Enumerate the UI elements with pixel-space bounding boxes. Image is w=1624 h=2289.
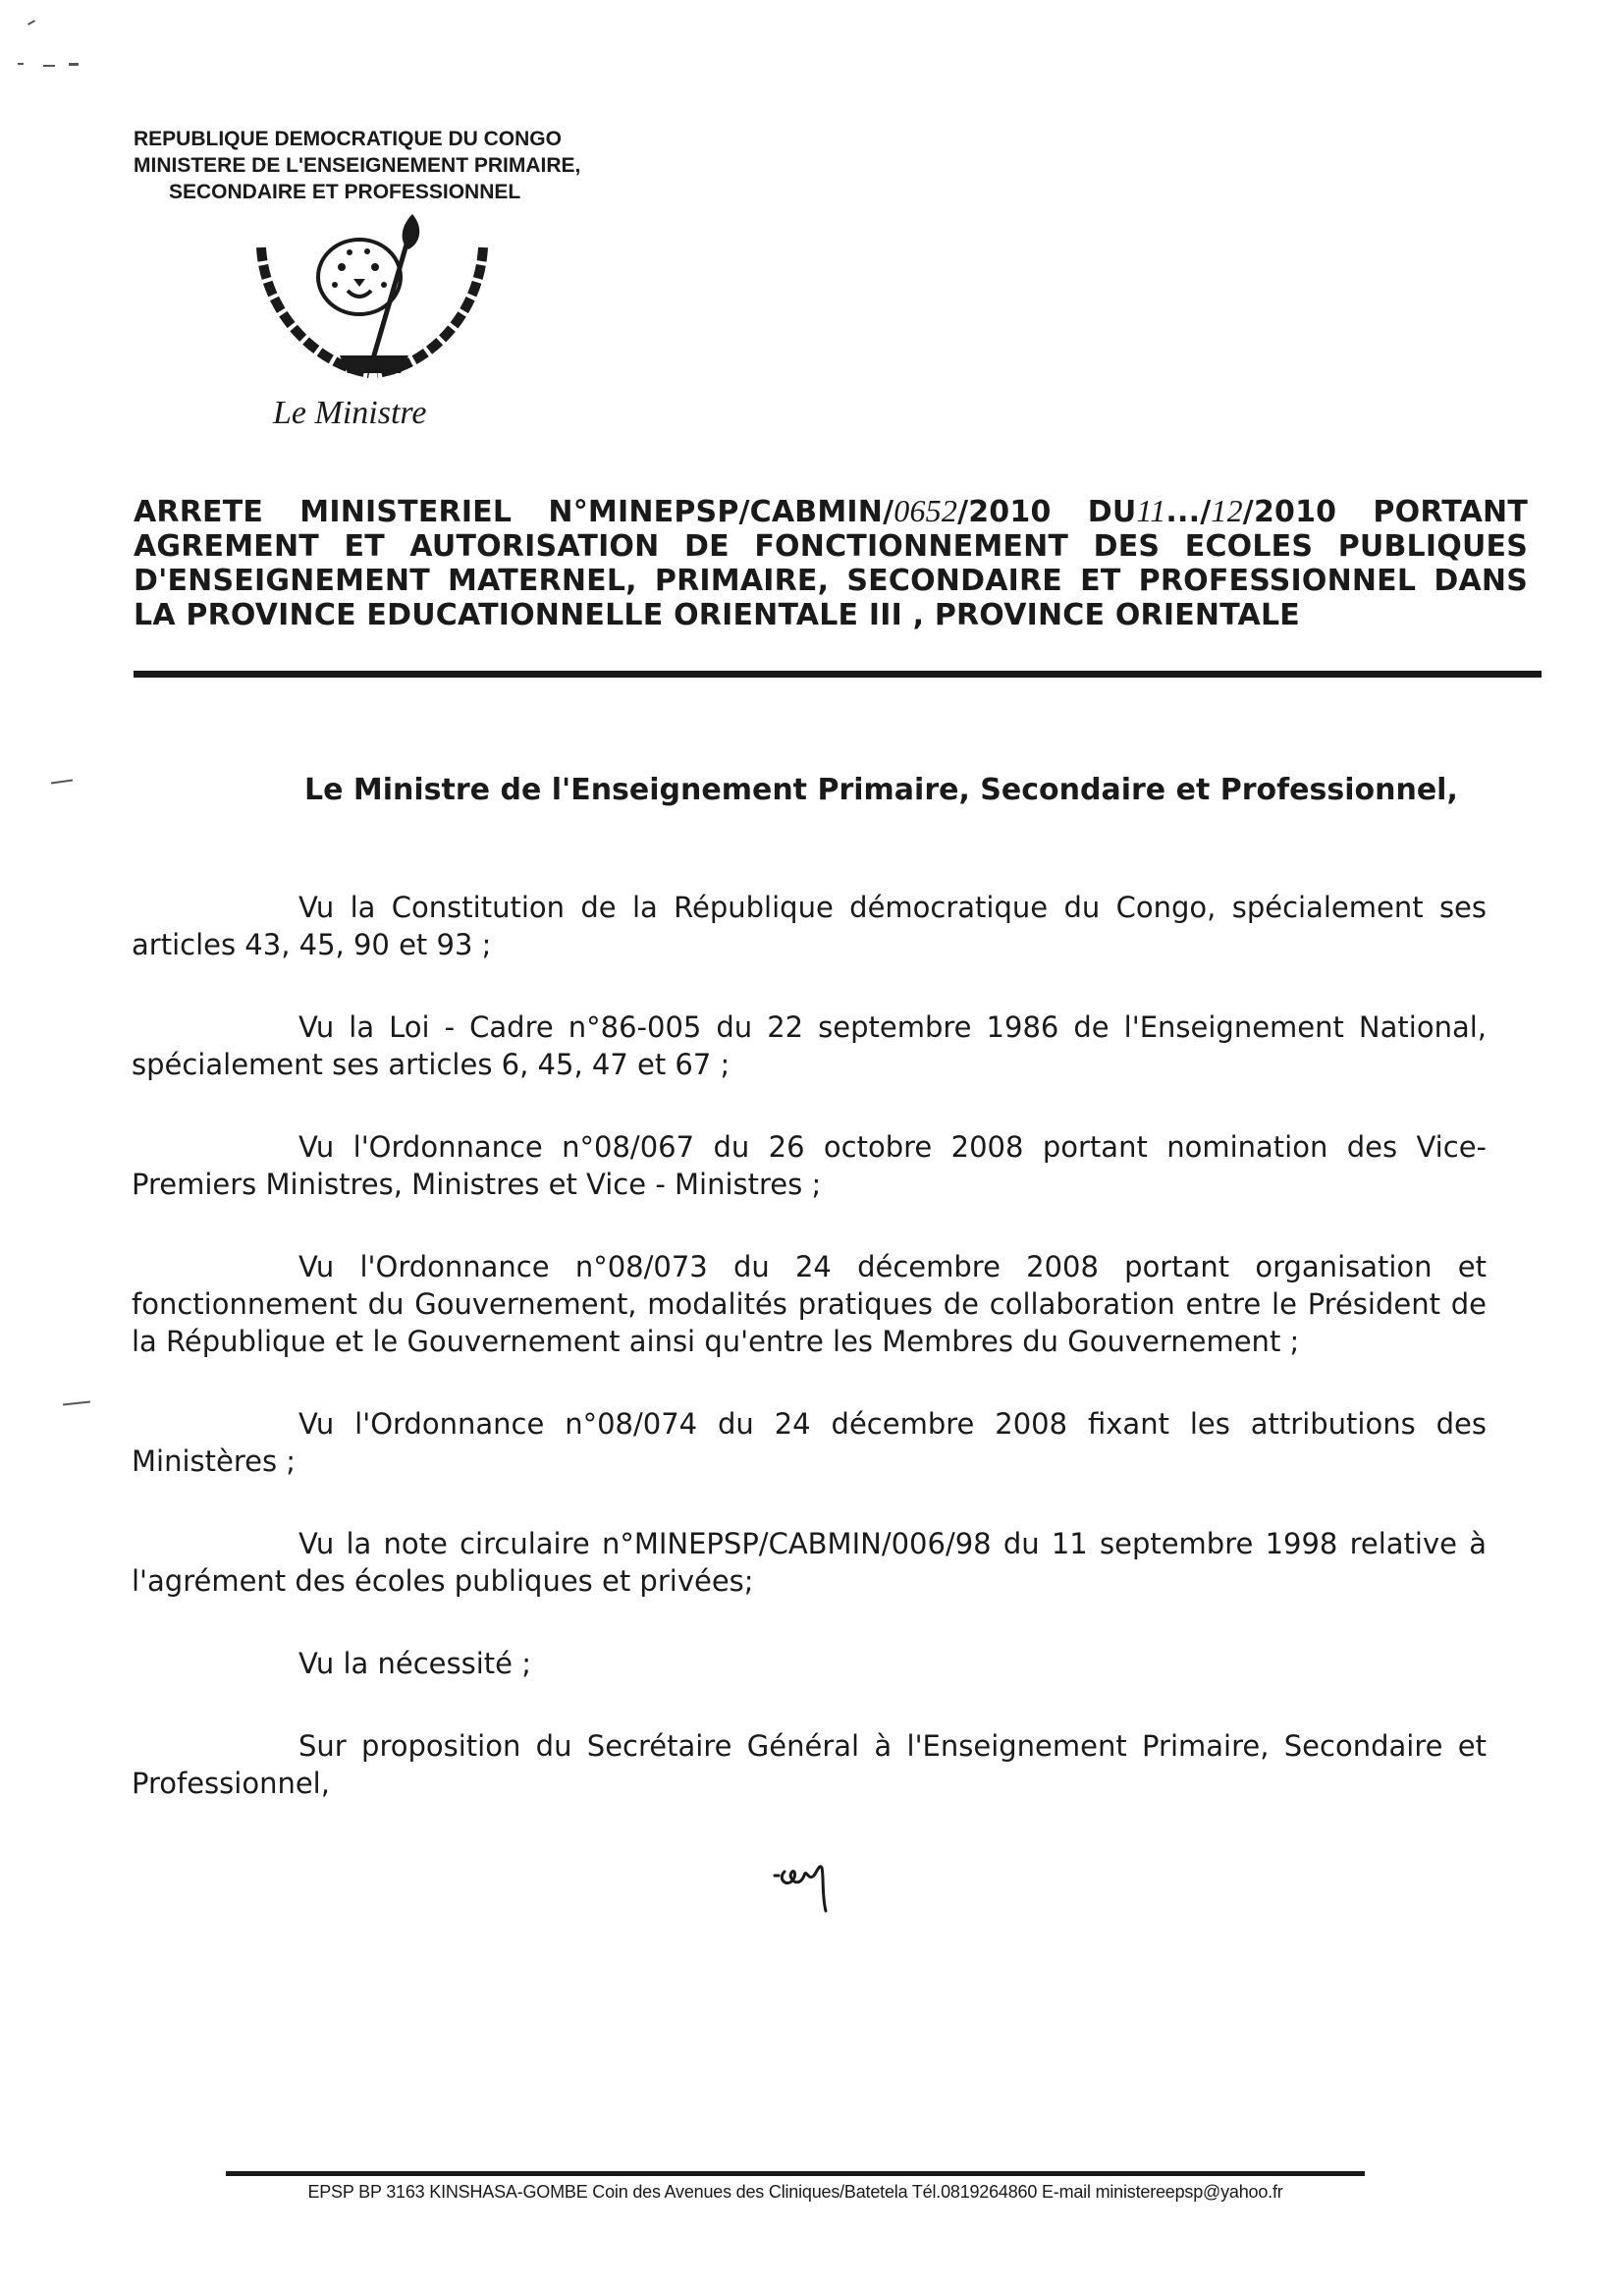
scan-speck <box>69 63 79 66</box>
handwritten-initials-icon <box>771 1846 849 1915</box>
scan-speck <box>63 1401 90 1406</box>
title-part1: ARRETE MINISTERIEL N°MINEPSP/CABMIN/ <box>134 495 894 529</box>
title-part2: /2010 DU <box>957 495 1137 529</box>
handwritten-number: 0652 <box>893 493 958 528</box>
letterhead-ministry-cont: SECONDAIRE ET PROFESSIONNEL <box>169 181 521 203</box>
document-title <box>134 494 1528 632</box>
considerant-constitution: Vu la Constitution de la République démocratique du Congo, spécialement ses articles 43, 45, 90 et 93 ; <box>132 891 1487 961</box>
letterhead-ministry: MINISTERE DE L'ENSEIGNEMENT PRIMAIRE, <box>134 154 581 177</box>
considerant-necessite: Vu la nécessité ; <box>298 1647 531 1680</box>
considerant-ordonnance-073: Vu l'Ordonnance n°08/073 du 24 décembre 2008 portant organisation et fonctionnement du Gouvernement, modalités pratiques de collaboration entre le Président de la République et le Gouvernement ainsi qu'entre les Membres du Gouvernement ; <box>132 1250 1487 1358</box>
scan-speck <box>43 65 55 67</box>
considerant-ordonnance-074: Vu l'Ordonnance n°08/074 du 24 décembre 2008 fixant les attributions des Ministères ; <box>132 1407 1487 1478</box>
scan-speck <box>18 63 24 65</box>
preamble-heading: Le Ministre de l'Enseignement Primaire, Secondaire et Professionnel, <box>304 773 1458 807</box>
letterhead <box>134 126 683 205</box>
handwritten-day: 11 <box>1136 493 1166 528</box>
footer-divider <box>226 2171 1365 2176</box>
scan-speck <box>27 20 35 26</box>
considerant-note-circulaire: Vu la note circulaire n°MINEPSP/CABMIN/006/98 du 11 septembre 1998 relative à l'agrément des écoles publiques et privées; <box>132 1527 1487 1598</box>
scan-speck <box>51 779 73 784</box>
considerant-proposition: Sur proposition du Secrétaire Général à l'Enseignement Primaire, Secondaire et Professionnel, <box>132 1729 1487 1800</box>
signature-title: Le Ministre <box>273 395 427 431</box>
considerant-loi-cadre: Vu la Loi - Cadre n°86-005 du 22 septembre 1986 de l'Enseignement National, spécialement ses articles 6, 45, 47 et 67 ; <box>132 1010 1487 1081</box>
title-part3: /2010 PORTANT AGREMENT ET AUTORISATION DE FONCTIONNEMENT DES ECOLES PUBLIQUES D'ENSEIGNEMENT MATERNEL, PRIMAIRE, SECONDAIRE ET PROFESSIONNEL DANS LA PROVINCE EDUCATIONNELLE ORIENTALE III , PROVINCE ORIENTALE <box>134 495 1529 632</box>
title-date-sep: .../ <box>1165 495 1212 529</box>
title-divider <box>134 671 1542 678</box>
considerant-ordonnance-067: Vu l'Ordonnance n°08/067 du 26 octobre 2008 portant nomination des Vice-Premiers Ministres, Ministres et Vice - Ministres ; <box>132 1130 1487 1201</box>
coat-of-arms-leopard-icon <box>251 208 497 395</box>
footer-contact: EPSP BP 3163 KINSHASA-GOMBE Coin des Avenues des Cliniques/Batetela Tél.0819264860 E-mail ministereepsp@yahoo.fr <box>307 2182 1283 2202</box>
document-body <box>132 889 1487 1802</box>
handwritten-month: 12 <box>1211 493 1243 528</box>
letterhead-country: REPUBLIQUE DEMOCRATIQUE DU CONGO <box>134 128 562 150</box>
